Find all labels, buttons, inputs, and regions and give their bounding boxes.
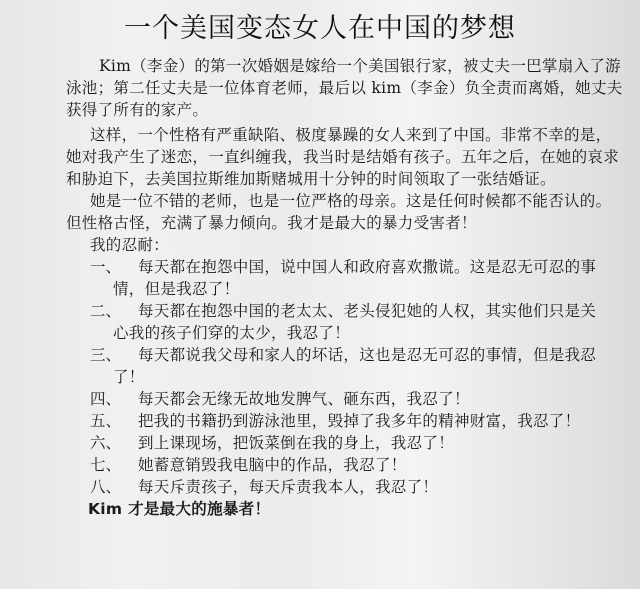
paragraph-3-line-1: 她是一位不错的老师，也是一位严格的母亲。这是任何时候都不能否认的。: [90, 192, 612, 210]
item-8-line-1: 每天斥责孩子，每天斥责我本人，我忍了！: [138, 478, 439, 496]
item-1-number: 一、: [90, 258, 122, 276]
item-7-number: 七、: [90, 456, 122, 474]
item-6-number: 六、: [90, 434, 122, 452]
item-6-line-1: 到上课现场，把饭菜倒在我的身上，我忍了！: [138, 434, 455, 452]
document-title: 一个美国变态女人在中国的梦想: [124, 13, 516, 44]
item-1-line-2: 情，但是我忍了！: [113, 280, 240, 298]
item-5-line-1: 把我的书籍扔到游泳池里，毁掉了我多年的精神财富，我忍了！: [138, 412, 581, 430]
abuser-heading: Kim 才是最大的施暴者！: [88, 500, 271, 518]
item-8-number: 八、: [90, 478, 122, 496]
item-3-line-1: 每天都说我父母和家人的坏话，这也是忍无可忍的事情，但是我忍: [138, 346, 597, 364]
paragraph-3-line-2: 但性格古怪，充满了暴力倾向。我才是最大的暴力受害者！: [66, 214, 477, 232]
item-4-number: 四、: [90, 390, 122, 408]
patience-heading: 我的忍耐：: [90, 236, 170, 254]
paragraph-2-line-3: 和胁迫下，去美国拉斯维加斯赌城用十分钟的时间领取了一张结婚证。: [66, 170, 556, 188]
paragraph-2-line-2: 她对我产生了迷恋，一直纠缠我，我当时是结婚有孩子。五年之后，在她的哀求: [66, 148, 620, 166]
item-4-line-1: 每天都会无缘无故地发脾气、砸东西，我忍了！: [138, 390, 470, 408]
paragraph-1-line-3: 获得了所有的家产。: [66, 101, 209, 119]
item-3-line-2: 了！: [113, 368, 145, 386]
item-2-line-2: 心我的孩子们穿的太少，我忍了！: [113, 324, 351, 342]
paragraph-1-line-2: 泳池；第二任丈夫是一位体育老师，最后以 kim（李金）负全责而离婚，她丈夫: [66, 79, 623, 97]
item-3-number: 三、: [90, 346, 122, 364]
paragraph-2-line-1: 这样，一个性格有严重缺陷、极度暴躁的女人来到了中国。非常不幸的是，: [90, 126, 612, 144]
item-1-line-1: 每天都在抱怨中国，说中国人和政府喜欢撒谎。这是忍无可忍的事: [138, 258, 597, 276]
item-5-number: 五、: [90, 412, 122, 430]
item-7-line-1: 她蓄意销毁我电脑中的作品，我忍了！: [138, 456, 407, 474]
paragraph-1-line-1: Kim（李金）的第一次婚姻是嫁给一个美国银行家，被丈夫一巴掌扇入了游: [99, 57, 621, 75]
item-2-line-1: 每天都在抱怨中国的老太太、老头侵犯她的人权，其实他们只是关: [138, 302, 597, 320]
item-2-number: 二、: [90, 302, 122, 320]
